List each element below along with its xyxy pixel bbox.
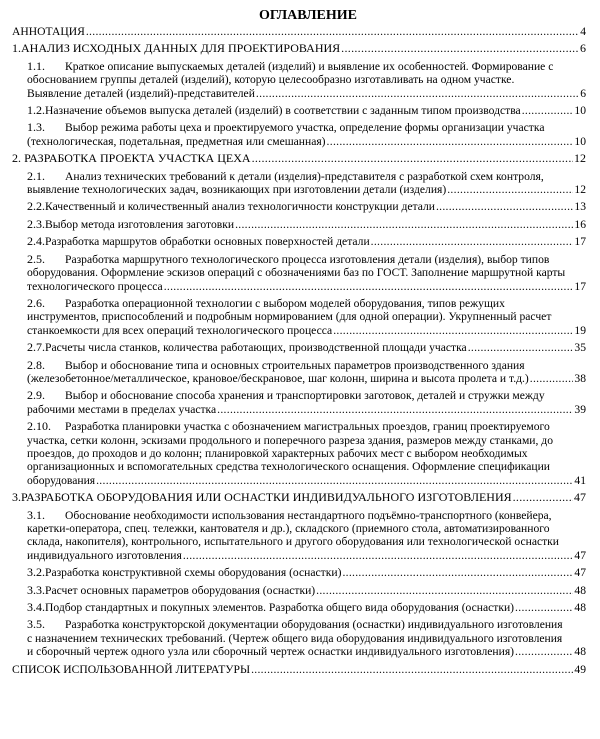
page-number[interactable]: 48 [574, 645, 586, 659]
entry-number: 3.2. [27, 565, 45, 580]
dot-leader [515, 601, 573, 614]
entry-number: 2.2. [27, 199, 45, 214]
page-number[interactable]: 47 [574, 566, 586, 580]
entry-number: 2.4. [27, 234, 45, 249]
entry-title: технологического процесса [27, 279, 163, 293]
entry-title: выявление технологических задач, возникающих при изготовлении детали (изделия) [27, 183, 447, 197]
page-number[interactable]: 48 [574, 583, 586, 597]
page-number[interactable]: 49 [574, 662, 586, 676]
dot-leader [530, 372, 574, 385]
toc-entry[interactable] [12, 491, 586, 504]
page-number[interactable]: 19 [574, 323, 586, 337]
entry-title: СПИСОК ИСПОЛЬЗОВАННОЙ ЛИТЕРАТУРЫ [12, 662, 251, 676]
dot-leader [256, 87, 579, 100]
entry-title: оборудования [27, 473, 96, 487]
entry-number: 3.5. [27, 617, 45, 632]
entry-title: (технологическая, подетальная, предметная или смешанная) [27, 134, 326, 148]
entry-text-line: Обоснование необходимости использования нестандартного подъёмно-транспортного (конвейера, [65, 508, 552, 522]
dot-leader [252, 152, 573, 165]
toc-entry[interactable] [12, 253, 586, 293]
dot-leader [86, 25, 579, 38]
dot-leader [333, 324, 573, 337]
entry-number: 3.3. [27, 582, 45, 597]
page-number[interactable]: 48 [574, 601, 586, 615]
toc-entry[interactable] [12, 341, 586, 354]
toc-entry[interactable] [12, 420, 586, 487]
entry-title: Выявление деталей (изделий)-представителей [27, 86, 255, 100]
page-number[interactable]: 35 [574, 341, 586, 355]
entry-text-line: каретки-оператора, спец. тележки, кантователя и др.), складского (приемного стола, автоматизированного [27, 522, 550, 535]
toc-title: ОГЛАВЛЕНИЕ [259, 8, 357, 23]
page-number[interactable]: 4 [580, 25, 586, 38]
entry-title: Расчет основных параметров оборудования (оснастки) [45, 583, 316, 597]
table-of-contents [12, 25, 586, 676]
toc-entry[interactable] [12, 509, 586, 563]
page-number[interactable]: 12 [574, 151, 586, 166]
entry-title: (железобетонное/металлическое, крановое/бескрановое, шаг колонн, ширина и высота пролета и т.д.) [27, 371, 529, 385]
dot-leader [183, 549, 574, 562]
page-number[interactable]: 17 [574, 279, 586, 293]
page-number[interactable]: 47 [574, 490, 586, 505]
entry-title: РАЗРАБОТКА ПРОЕКТА УЧАСТКА ЦЕХА [24, 151, 251, 166]
entry-text-line: Выбор и обоснование способа хранения и транспортировки заготовок, деталей и стружки между [65, 389, 545, 403]
dot-leader [515, 645, 573, 658]
entry-number: 2.10. [27, 419, 51, 434]
entry-number: 1.1. [27, 58, 45, 73]
entry-title: Назначение объемов выпуска деталей (изделий) в соответствии с заданным типом производства [45, 104, 521, 118]
entry-title: Разработка конструктивной схемы оборудования (оснастки) [45, 566, 342, 580]
toc-entry[interactable] [12, 218, 586, 231]
entry-title: станкоемкости для всех операций технологического процесса [27, 323, 333, 337]
page-number[interactable]: 17 [574, 235, 586, 249]
entry-text-line: с назначением технических требований. (Чертеж общего вида оборудования индивидуального изготовления [27, 631, 563, 645]
dot-leader [96, 474, 573, 487]
entry-number: 1.3. [27, 120, 45, 135]
entry-text-line: Выбор и обоснование типа и основных строительных параметров производственного здания [65, 358, 525, 372]
entry-number: 3. [12, 490, 21, 505]
page-number[interactable]: 38 [574, 371, 586, 385]
dot-leader [341, 42, 579, 55]
page-number[interactable]: 47 [574, 548, 586, 562]
entry-text-line: Краткое описание выпускаемых деталей (изделий) и выявление их особенностей. Формирование с [65, 59, 554, 73]
entry-title: Качественный и количественный анализ технологичности конструкции детали [45, 200, 435, 214]
toc-entry[interactable] [12, 121, 586, 148]
dot-leader [371, 235, 574, 248]
dot-leader [235, 218, 573, 231]
entry-text-line: участка, сетки колонн, эскизами продольного и поперечного разреза здания, размеров между станками, до [27, 433, 553, 447]
page-number[interactable]: 10 [574, 104, 586, 118]
page-number[interactable]: 6 [580, 41, 586, 56]
dot-leader [164, 280, 574, 293]
entry-number: 3.4. [27, 600, 45, 615]
dot-leader [327, 135, 574, 148]
entry-title: и сборочный чертеж одного узла или сборочный чертеж оснастки индивидуального изготовления) [27, 645, 515, 659]
entry-text-line: организационных и вспомогательных средства технологического оснащения. Оформление спецификации [27, 460, 551, 474]
dot-leader [522, 104, 574, 117]
toc-entry[interactable] [12, 25, 586, 38]
entry-title: Расчеты числа станков, количества работающих, производственной площади участка [45, 341, 467, 355]
dot-leader [342, 566, 573, 579]
toc-entry[interactable] [12, 297, 586, 337]
entry-title: АННОТАЦИЯ [12, 25, 85, 38]
entry-title: Разработка маршрутов обработки основных поверхностей детали [45, 235, 370, 249]
toc-entry[interactable] [12, 42, 586, 55]
entry-text-line: оборудования. Оформление эскизов операций с обозначениями баз по ГОСТ. Заполнение маршрутной карты [27, 266, 566, 280]
entry-number: 2.6. [27, 295, 45, 310]
entry-title: индивидуального изготовления [27, 548, 182, 562]
entry-text-line: инструментов, приспособлений и подробным нормированием (для одной операции). Укрупненный расчет [27, 310, 552, 324]
entry-text-line: Выбор режима работы цеха и проектируемого участка, определение формы организации участка [65, 121, 545, 135]
toc-entry[interactable] [12, 389, 586, 416]
entry-title: Выбор метода изготовления заготовки [45, 217, 235, 231]
entry-number: 2.9. [27, 388, 45, 403]
dot-leader [436, 200, 573, 213]
entry-number: 1. [12, 41, 21, 56]
entry-number: 2. [12, 151, 21, 166]
toc-entry[interactable] [12, 170, 586, 197]
entry-text-line: Разработка планировки участка с обозначением магистральных проездов, границ проектируемого [65, 420, 550, 434]
entry-title: рабочими местами в пределах участка [27, 402, 217, 416]
entry-text-line: Анализ технических требований к детали (изделия)-представителя с разработкой схем контроля, [65, 169, 544, 183]
dot-leader [447, 183, 573, 196]
entry-title: АНАЛИЗ ИСХОДНЫХ ДАННЫХ ДЛЯ ПРОЕКТИРОВАНИЯ [21, 41, 341, 56]
toc-entry[interactable] [12, 618, 586, 658]
dot-leader [251, 663, 573, 676]
toc-entry[interactable] [12, 601, 586, 614]
toc-entry[interactable] [12, 584, 586, 597]
toc-entry[interactable] [12, 235, 586, 248]
entry-number: 2.5. [27, 251, 45, 266]
entry-text-line: Разработка маршрутного технологического процесса изготовления детали (изделия), выбор типов [65, 252, 550, 266]
page-number[interactable]: 41 [574, 473, 586, 487]
toc-entry[interactable] [12, 104, 586, 117]
entry-text-line: склада, накопителя), контрольного, испытательного и другого оборудования или технологической оснастки [27, 535, 560, 549]
entry-number: 1.2. [27, 103, 45, 118]
dot-leader [468, 341, 574, 354]
toc-entry[interactable] [12, 60, 586, 100]
entry-number: 3.1. [27, 507, 45, 522]
page-number[interactable]: 10 [574, 134, 586, 148]
page-number[interactable]: 6 [580, 86, 586, 100]
entry-text-line: обоснованием группы деталей (изделий), которую целесообразно изготавливать на одном участке. [27, 73, 515, 87]
entry-number: 2.3. [27, 216, 45, 231]
entry-title: Подбор стандартных и покупных элементов. Разработка общего вида оборудования (оснастки) [45, 601, 515, 615]
page-number[interactable]: 39 [574, 402, 586, 416]
dot-leader [513, 491, 573, 504]
entry-number: 2.7. [27, 340, 45, 355]
toc-entry[interactable] [12, 152, 586, 165]
entry-text-line: Разработка операционной технологии с выбором моделей оборудования, типов режущих [65, 296, 505, 310]
toc-entry[interactable] [12, 663, 586, 676]
entry-text-line: проездов, до проходов и до колонн; планировкой характерных рабочих мест с выбором необходимых [27, 446, 528, 460]
page-number[interactable]: 12 [574, 183, 586, 197]
dot-leader [316, 584, 573, 597]
entry-text-line: Разработка конструкторской документации оборудования (оснастки) индивидуального изготовления [65, 618, 563, 632]
entry-number: 2.1. [27, 168, 45, 183]
entry-title: РАЗРАБОТКА ОБОРУДОВАНИЯ ИЛИ ОСНАСТКИ ИНДИВИДУАЛЬНОГО ИЗГОТОВЛЕНИЯ [21, 490, 512, 505]
toc-entry[interactable] [12, 200, 586, 213]
page-number[interactable]: 16 [574, 217, 586, 231]
toc-entry[interactable] [12, 359, 586, 386]
entry-number: 2.8. [27, 357, 45, 372]
toc-entry[interactable] [12, 566, 586, 579]
dot-leader [217, 403, 573, 416]
page-number[interactable]: 13 [574, 200, 586, 214]
